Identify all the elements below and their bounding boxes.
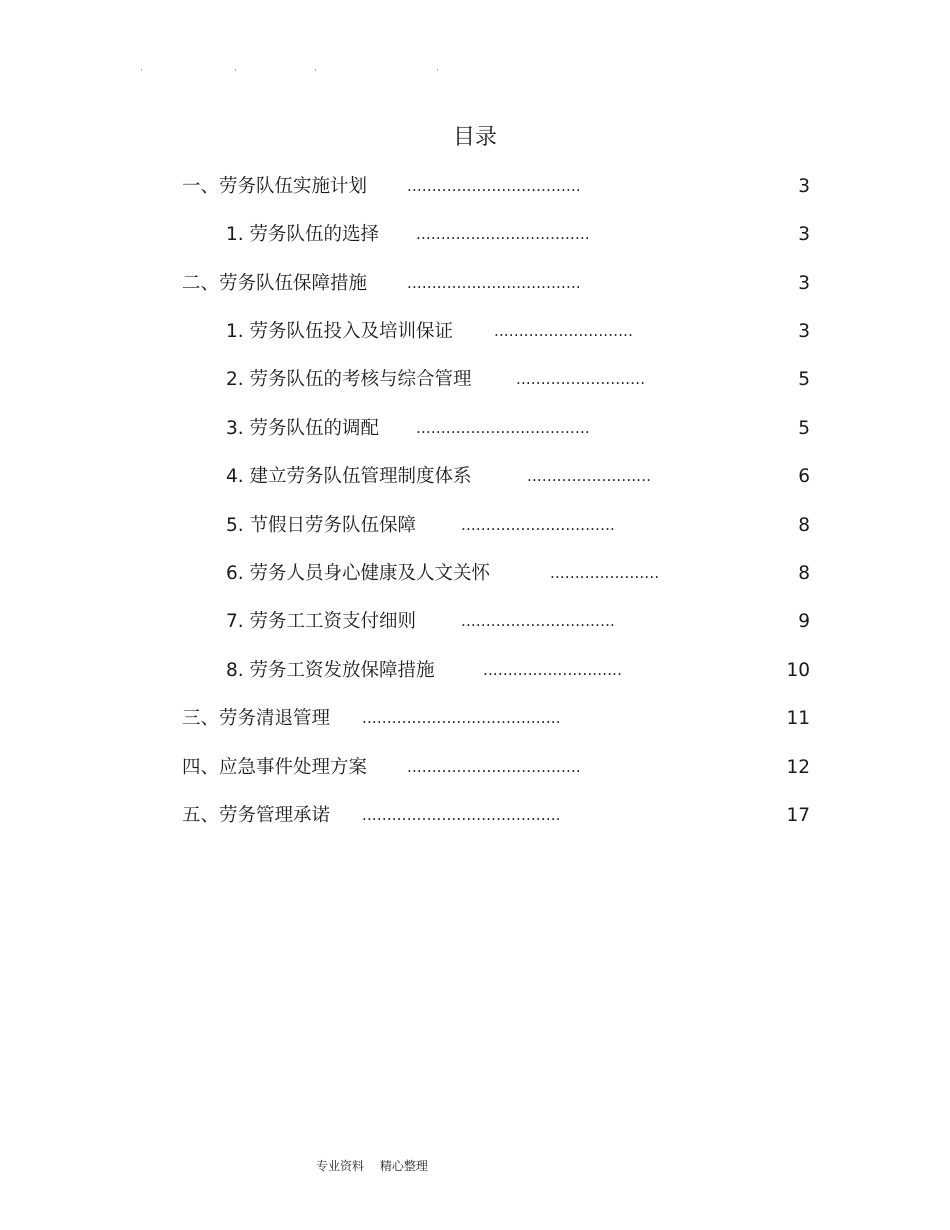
toc-leader-dots: ................................... [416, 419, 590, 437]
header-dot: · [436, 66, 439, 76]
toc-entry[interactable] [0, 367, 950, 393]
toc-leader-dots: ...................... [550, 564, 660, 582]
toc-entry[interactable] [0, 416, 950, 442]
header-dot: · [140, 66, 143, 76]
toc-leader-dots: .......................... [516, 370, 646, 388]
toc-page-number: 10 [786, 660, 810, 681]
toc-entry-label: 5. 节假日劳务队伍保障 [226, 515, 417, 536]
page-footer [316, 1157, 428, 1175]
toc-leader-dots: ................................... [407, 758, 581, 776]
toc-entry-label: 四、应急事件处理方案 [182, 757, 368, 778]
toc-page-number: 3 [798, 321, 810, 342]
toc-page-number: 9 [798, 611, 810, 632]
toc-page-number: 8 [798, 563, 810, 584]
footer-text-left: 专业资料 [316, 1159, 365, 1173]
toc-leader-dots: ................................... [407, 274, 581, 292]
toc-entry-label: 8. 劳务工资发放保障措施 [226, 660, 435, 681]
toc-entry-label: 一、劳务队伍实施计划 [182, 176, 368, 197]
toc-entry[interactable] [0, 755, 950, 781]
header-dot: · [234, 66, 237, 76]
toc-page-number: 3 [798, 176, 810, 197]
toc-page-number: 12 [786, 757, 810, 778]
toc-entry[interactable] [0, 609, 950, 635]
toc-leader-dots: ........................................ [362, 806, 561, 824]
toc-leader-dots: ......................... [527, 467, 652, 485]
toc-entry-label: 五、劳务管理承诺 [182, 805, 331, 826]
toc-entry[interactable] [0, 706, 950, 732]
toc-page-number: 8 [798, 515, 810, 536]
toc-entry[interactable] [0, 658, 950, 684]
toc-page-number: 11 [786, 708, 810, 729]
toc-entry[interactable] [0, 464, 950, 490]
toc-entry-label: 2. 劳务队伍的考核与综合管理 [226, 369, 472, 390]
toc-page-number: 3 [798, 224, 810, 245]
toc-leader-dots: ............................... [461, 612, 616, 630]
toc-entry[interactable] [0, 319, 950, 345]
toc-entry[interactable] [0, 561, 950, 587]
toc-entry-label: 三、劳务清退管理 [182, 708, 331, 729]
toc-leader-dots: ........................................ [362, 709, 561, 727]
toc-entry-label: 3. 劳务队伍的调配 [226, 418, 380, 439]
toc-page-number: 5 [798, 418, 810, 439]
toc-leader-dots: ................................... [407, 177, 581, 195]
toc-entry[interactable] [0, 222, 950, 248]
header-dot: · [314, 66, 317, 76]
toc-page-number: 3 [798, 273, 810, 294]
toc-entry[interactable] [0, 271, 950, 297]
toc-page-number: 5 [798, 369, 810, 390]
toc-entry-label: 6. 劳务人员身心健康及人文关怀 [226, 563, 491, 584]
toc-entry-label: 7. 劳务工工资支付细则 [226, 611, 417, 632]
toc-page-number: 17 [786, 805, 810, 826]
footer-text-right: 精心整理 [379, 1159, 428, 1173]
toc-page-number: 6 [798, 466, 810, 487]
toc-title: 目录 [452, 125, 497, 150]
toc-leader-dots: ............................ [483, 661, 623, 679]
toc-entry[interactable] [0, 174, 950, 200]
toc-entry[interactable] [0, 803, 950, 829]
toc-entry-label: 4. 建立劳务队伍管理制度体系 [226, 466, 472, 487]
toc-entry-label: 二、劳务队伍保障措施 [182, 273, 368, 294]
toc-entry-label: 1. 劳务队伍投入及培训保证 [226, 321, 454, 342]
toc-leader-dots: ............................ [494, 322, 634, 340]
toc-leader-dots: ............................... [461, 516, 616, 534]
toc-leader-dots: ................................... [416, 225, 590, 243]
toc-entry[interactable] [0, 513, 950, 539]
toc-entry-label: 1. 劳务队伍的选择 [226, 224, 380, 245]
